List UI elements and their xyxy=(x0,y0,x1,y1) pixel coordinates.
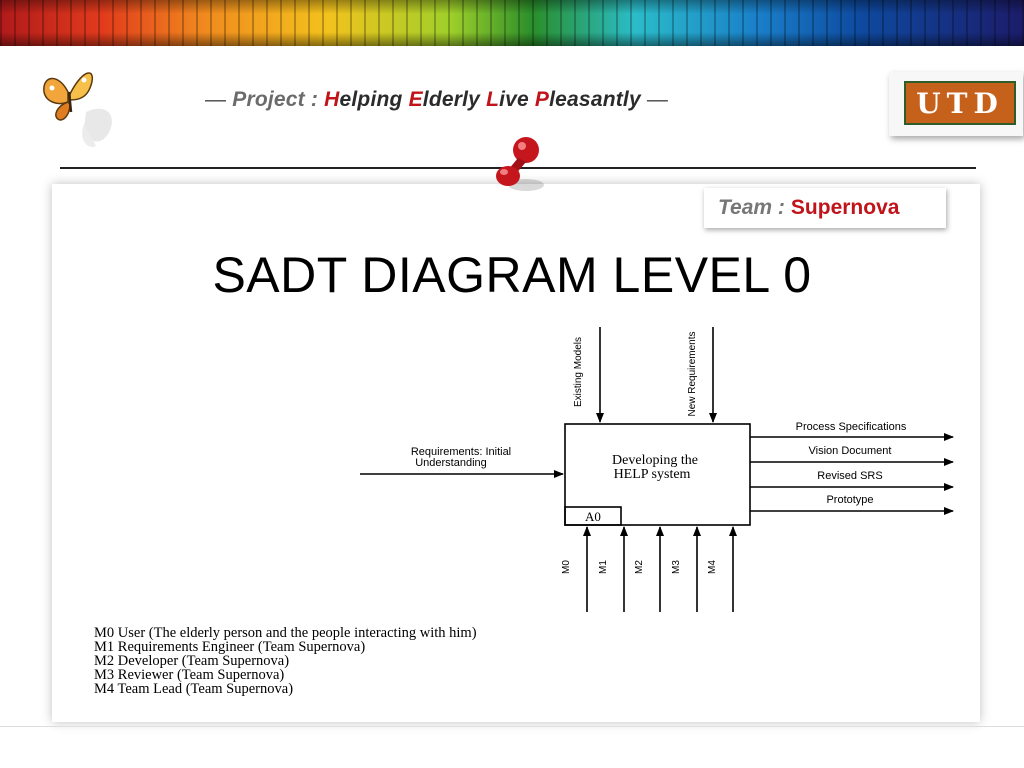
team-label: Team : xyxy=(718,196,785,219)
logo-text: UTD xyxy=(916,86,1004,120)
legend-item: M1 Requirements Engineer (Team Supernova) xyxy=(94,639,366,655)
input-label-line2: Understanding xyxy=(415,457,487,469)
activity-label-line1: Developing the xyxy=(612,453,698,468)
activity-label-line2: HELP system xyxy=(613,467,691,482)
control-label-existing-models: Existing Models xyxy=(573,336,584,408)
mechanism-label-m1: M1 xyxy=(598,560,609,574)
dash-left: — xyxy=(205,88,227,111)
project-label: Project : xyxy=(232,88,319,111)
mechanism-label-m0: M0 xyxy=(561,560,572,574)
output-label-process-specifications: Process Specifications xyxy=(795,421,907,433)
legend-item: M3 Reviewer (Team Supernova) xyxy=(94,667,285,683)
legend-item: M2 Developer (Team Supernova) xyxy=(94,653,290,669)
node-id-label: A0 xyxy=(585,509,601,524)
output-label-revised-srs: Revised SRS xyxy=(817,470,883,482)
mechanism-label-m3: M3 xyxy=(671,560,682,574)
project-name: Helping Elderly Live Pleasantly xyxy=(324,88,641,111)
output-label-prototype: Prototype xyxy=(826,494,874,506)
mechanism-label-m4: M4 xyxy=(707,560,718,574)
legend-item: M0 User (The elderly person and the people interacting with him) xyxy=(94,625,477,641)
control-label-new-requirements: New Requirements xyxy=(687,331,698,417)
input-label-line1: Requirements: Initial xyxy=(410,446,512,458)
legend-item: M4 Team Lead (Team Supernova) xyxy=(94,681,294,697)
footer-divider xyxy=(0,726,1024,727)
mechanism-label-m2: M2 xyxy=(634,560,645,574)
slide-title: SADT DIAGRAM LEVEL 0 xyxy=(212,247,812,303)
team-name: Supernova xyxy=(790,196,900,219)
dash-right: — xyxy=(646,88,669,111)
output-label-vision-document: Vision Document xyxy=(808,445,892,457)
mechanism-legend xyxy=(94,626,477,696)
